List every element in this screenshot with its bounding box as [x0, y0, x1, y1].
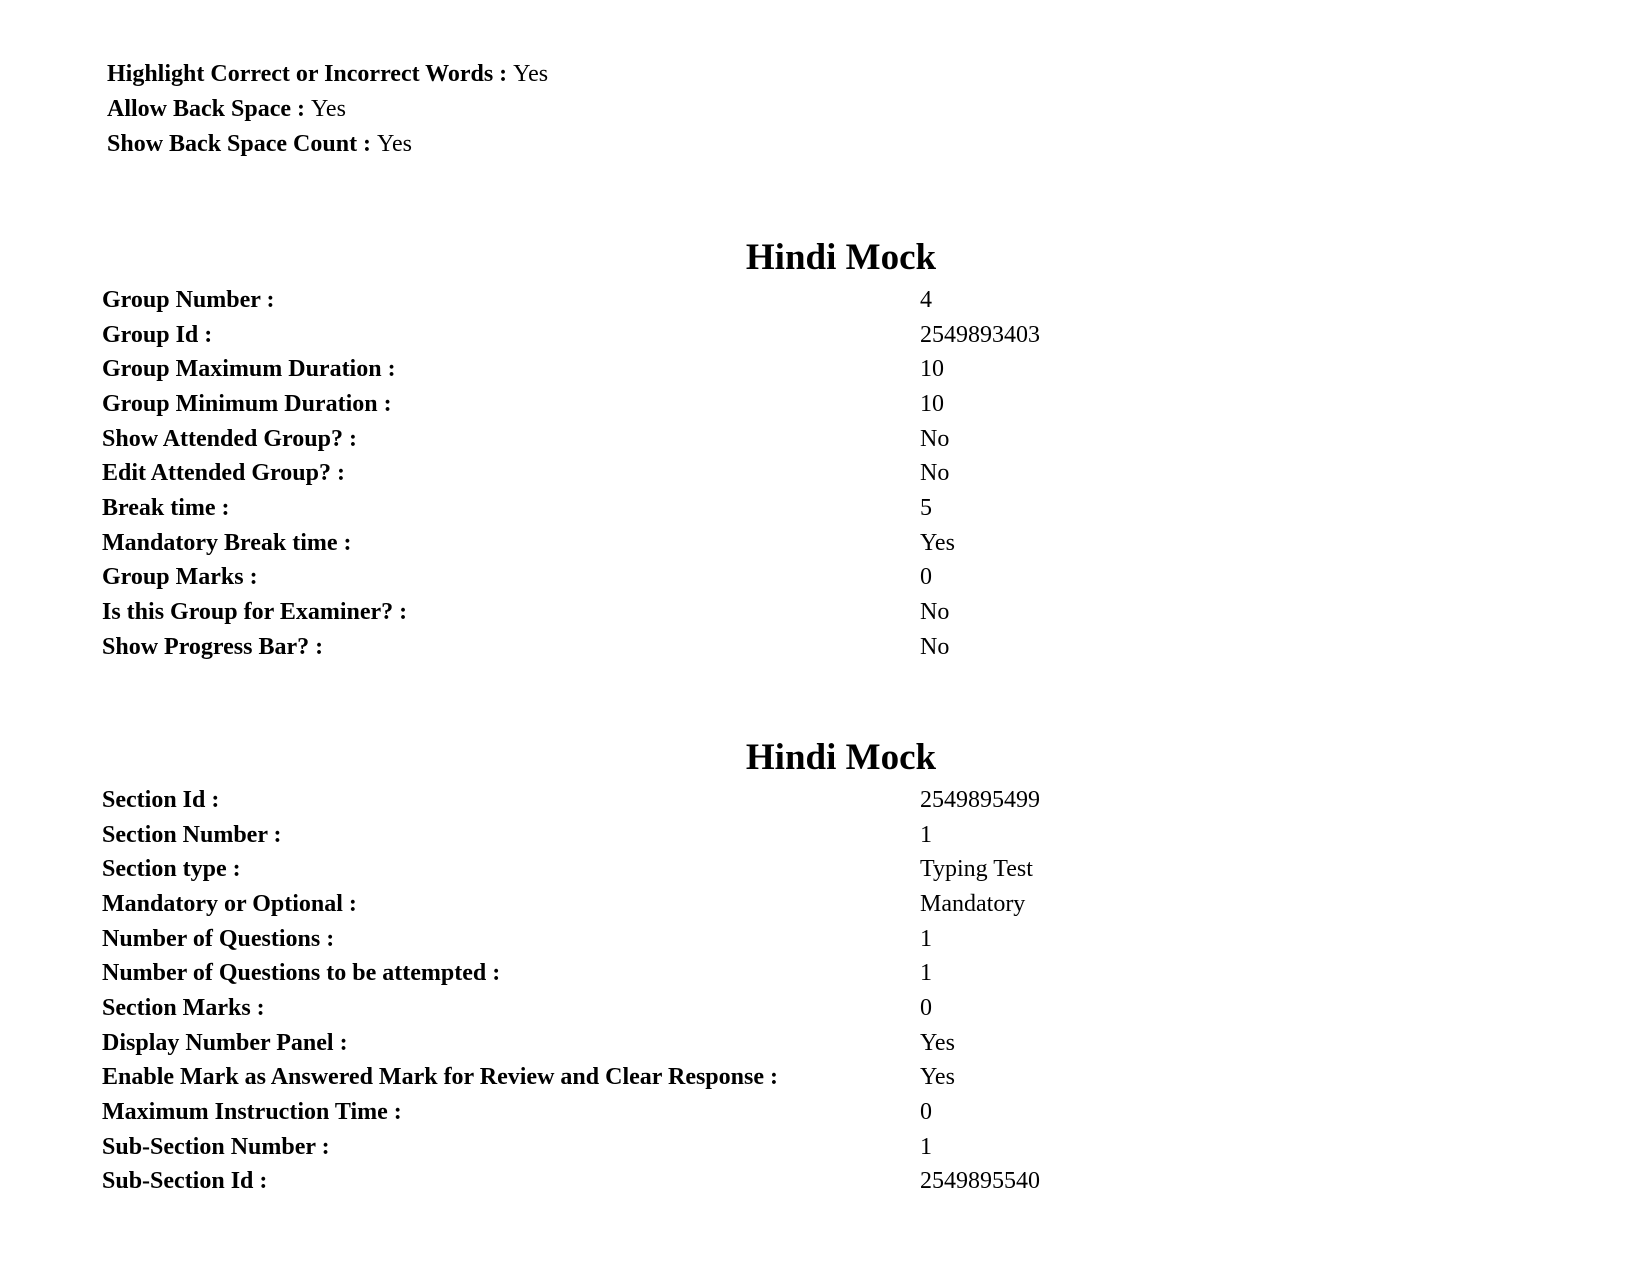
- detail-row: [102, 887, 1202, 922]
- detail-value: 1: [920, 1133, 932, 1160]
- detail-value: No: [920, 633, 950, 660]
- detail-label: Number of Questions to be attempted :: [102, 960, 501, 987]
- detail-row: [102, 852, 1202, 887]
- detail-value: 0: [920, 994, 932, 1021]
- detail-label: Number of Questions :: [102, 925, 335, 952]
- detail-value: 0: [920, 564, 932, 591]
- setting-value: Yes: [311, 96, 346, 122]
- detail-row: [102, 526, 1202, 561]
- detail-row: [102, 1130, 1202, 1165]
- detail-label: Sub-Section Id :: [102, 1168, 268, 1195]
- detail-label: Section Number :: [102, 821, 282, 848]
- detail-label: Is this Group for Examiner? :: [102, 599, 408, 626]
- detail-label: Show Progress Bar? :: [102, 633, 324, 660]
- detail-label: Maximum Instruction Time :: [102, 1099, 402, 1126]
- detail-label: Group Id :: [102, 321, 213, 348]
- detail-row: [102, 630, 1202, 665]
- detail-row: [102, 491, 1202, 526]
- typing-settings: [107, 57, 548, 162]
- detail-label: Break time :: [102, 494, 230, 521]
- detail-value: 2549895540: [920, 1168, 1040, 1195]
- setting-value: Yes: [513, 61, 549, 87]
- detail-value: 2549893403: [920, 321, 1040, 348]
- detail-value: 1: [920, 925, 932, 952]
- detail-row: [102, 783, 1202, 818]
- detail-value: 1: [920, 960, 932, 987]
- detail-value: Typing Test: [920, 856, 1033, 883]
- setting-value: Yes: [377, 131, 412, 157]
- detail-label: Show Attended Group? :: [102, 425, 357, 452]
- detail-value: 5: [920, 494, 932, 521]
- detail-value: 1: [920, 821, 932, 848]
- detail-row: [102, 595, 1202, 630]
- detail-row: [102, 1095, 1202, 1130]
- detail-row: [102, 318, 1202, 353]
- detail-value: Yes: [920, 529, 955, 556]
- setting-label: Highlight Correct or Incorrect Words :: [107, 61, 514, 87]
- detail-row: [102, 1026, 1202, 1061]
- detail-value: Yes: [920, 1029, 955, 1056]
- detail-value: No: [920, 599, 950, 626]
- section-title: Hindi Mock: [745, 737, 937, 778]
- detail-label: Sub-Section Number :: [102, 1133, 330, 1160]
- detail-label: Group Minimum Duration :: [102, 390, 392, 417]
- detail-value: No: [920, 425, 950, 452]
- detail-label: Group Maximum Duration :: [102, 356, 396, 383]
- detail-row: [102, 456, 1202, 491]
- detail-value: 4: [920, 286, 932, 313]
- detail-label: Edit Attended Group? :: [102, 460, 345, 487]
- detail-label: Section Id :: [102, 786, 220, 813]
- detail-row: [102, 283, 1202, 318]
- detail-row: [102, 352, 1202, 387]
- detail-value: 10: [920, 356, 944, 383]
- setting-backspace-count: [107, 127, 548, 162]
- detail-value: No: [920, 460, 950, 487]
- setting-label: Allow Back Space :: [107, 96, 311, 122]
- group-title: Hindi Mock: [745, 237, 937, 278]
- setting-highlight-words: [107, 57, 548, 92]
- setting-label: Show Back Space Count :: [107, 131, 378, 157]
- group-details: [102, 283, 1202, 665]
- detail-value: Yes: [920, 1064, 955, 1091]
- detail-value: 0: [920, 1099, 932, 1126]
- detail-row: [102, 818, 1202, 853]
- detail-label: Group Marks :: [102, 564, 258, 591]
- detail-row: [102, 956, 1202, 991]
- detail-label: Enable Mark as Answered Mark for Review and Clear Response :: [102, 1064, 778, 1091]
- detail-value: 2549895499: [920, 786, 1040, 813]
- setting-allow-backspace: [107, 92, 548, 127]
- detail-label: Mandatory Break time :: [102, 529, 352, 556]
- detail-row: [102, 561, 1202, 596]
- detail-row: [102, 422, 1202, 457]
- section-details: [102, 783, 1202, 1199]
- detail-row: [102, 387, 1202, 422]
- detail-value: 10: [920, 390, 944, 417]
- detail-label: Section Marks :: [102, 994, 265, 1021]
- detail-value: Mandatory: [920, 890, 1026, 917]
- detail-row: [102, 922, 1202, 957]
- detail-row: [102, 991, 1202, 1026]
- detail-label: Section type :: [102, 856, 241, 883]
- detail-row: [102, 1165, 1202, 1200]
- detail-label: Mandatory or Optional :: [102, 890, 357, 917]
- detail-row: [102, 1061, 1202, 1096]
- detail-label: Group Number :: [102, 286, 275, 313]
- detail-label: Display Number Panel :: [102, 1029, 348, 1056]
